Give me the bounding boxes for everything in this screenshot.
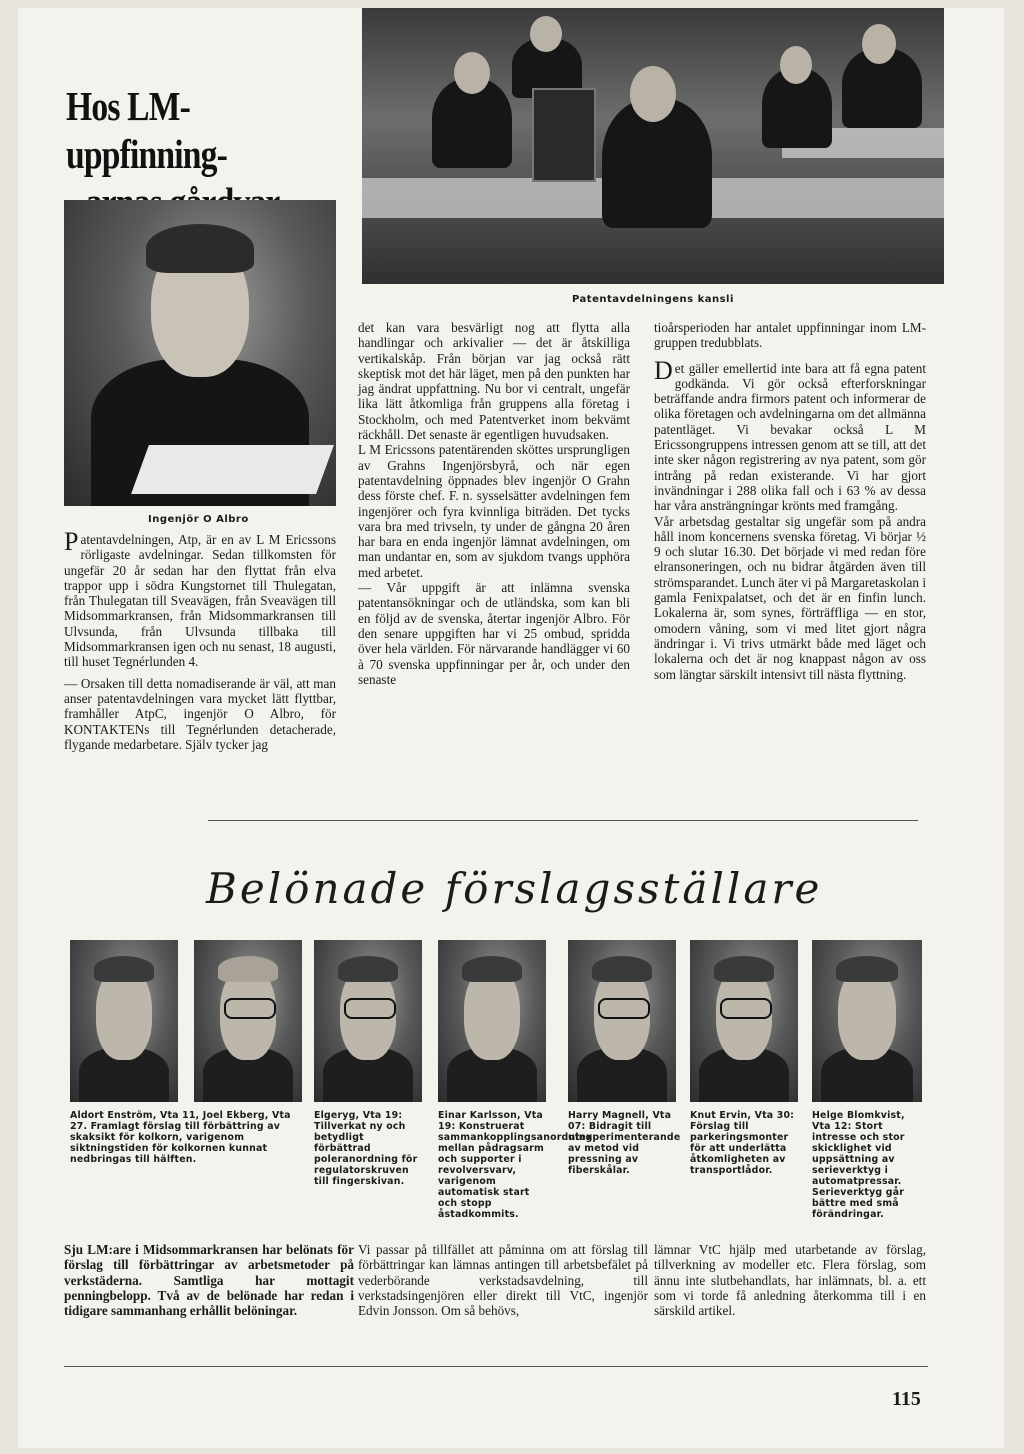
article-paragraph: det kan vara besvärligt nog att flytta alla handlingar och arkivalier — det är åtskilliga vertikalskåp. Från början var jag också rätt skeptisk mot det här läget, men på den punkten har jag ändrat uppfattning. Nu bor vi centralt, ungefär lika lätt åtkomliga från gruppens alla företag i Stockholm, och med Patentverket inom bekvämt räckhåll. Det senaste är egentligen huvudsaken. — [358, 320, 630, 443]
article-paragraph: — Orsaken till detta nomadiserande är väl, att man anser patentavdelningen vara mycket lätt flyttbar, framhåller AtpC, ingenjör O Albro, för KONTAKTENs till Tegnérlunden detacherade, flygande medarbetare. Själv tycker jag — [64, 675, 336, 752]
section-divider — [208, 820, 918, 821]
awardee-caption: Einar Karlsson, Vta 19: Konstruerat sammankopplingsanordning mellan pådragsarm och supporter i revolversvarv, varigenom automatisk start och stopp åstadkommits. — [438, 1110, 593, 1220]
awardee-photo — [438, 940, 546, 1102]
awardee-caption: Harry Magnell, Vta 07: Bidragit till utexperimenterande av metod vid pressning av fiberskålar. — [568, 1110, 681, 1176]
article-paragraph: — Vår uppgift är att inlämna svenska patentansökningar och de utländska, som kan bli en följd av de svenska, återtar ingenjör Albro. För den senare uppgiften har vi 25 ombud, spridda över hela världen. För närvarande handlägger vi 60 à 70 svenska uppfinningar per år, och under den senaste — [358, 580, 630, 687]
awards-column-3: lämnar VtC hjälp med utarbetande av förslag, tillverkning av modeller etc. Flera förslag, som ännu inte slutbehandlats, har inlämnats, bl. a. ett som vi torde få anledning återkomma till i en särskild artikel. — [654, 1242, 926, 1319]
article-column-1 — [64, 527, 336, 752]
portrait-caption: Ingenjör O Albro — [148, 514, 249, 525]
footer-divider — [64, 1366, 928, 1367]
magazine-page — [18, 8, 1004, 1448]
awardee-photo — [314, 940, 422, 1102]
article-paragraph: Vår arbetsdag gestaltar sig ungefär som på andra håll inom koncernens svenska företag. Vi börjar ½ 9 och slutar 16.30. Det började vi med redan före elransoneringen, och nu bidrar åtgärden även till strömsparandet. Lunch äter vi på Margaretaskolan i gamla Fenixpalatset, och det är en finfin lunch. Lokalerna är, som synes, förträffliga — en stor, omodern våning, som vi med litet gjort några ändringar i. Vi trivs utmärkt både med läget och lokalerna och det är nog knappast någon av oss som längtar särskilt intensivt till nästa flyttning. — [654, 513, 926, 682]
office-photo-caption: Patentavdelningens kansli — [572, 294, 734, 305]
awardee-photo — [194, 940, 302, 1102]
office-photo — [362, 8, 944, 284]
awardee-caption: Aldort Enström, Vta 11, Joel Ekberg, Vta 27. Framlagt förslag till förbättring av skaksikt för kolkorn, varigenom siktningstiden för kolkornen kunnat nedbringas till hälften. — [70, 1110, 291, 1165]
portrait-photo — [64, 200, 336, 506]
article-column-3 — [654, 320, 926, 682]
article-paragraph: Patentavdelningen, Atp, är en av L M Ericssons rörligaste avdelningar. Sedan tillkomsten för ungefär 20 år sedan har den flyttat från elva trappor upp i södra Kungstornet till Thulegatan, från Thulegatan till Sveavägen, från Sveavägen till Midsommarkransen, från Midsommarkransen till Ulvsunda, från Ulvsunda tillbaka till Midsommarkransen igen och nu senast, 18 augusti, till huset Tegnérlunden 4. — [64, 527, 336, 670]
article-column-2 — [358, 320, 630, 687]
awardee-photo — [812, 940, 922, 1102]
title-line-1: Hos LM-uppfinning- — [66, 83, 228, 177]
dropcap: D — [654, 355, 673, 385]
awardee-caption: Helge Blomkvist, Vta 12: Stort intresse och stor skicklighet vid uppsättning av serieverktyg i automatpressar. Serieverktyg går bättre med små förändringar. — [812, 1110, 905, 1220]
article-paragraph: L M Ericssons patentärenden sköttes ursprungligen av Grahns Ingenjörsbyrå, och när egen patentavdelning öppnades blev ingenjör O Grahn dess förste chef. F. n. sysselsätter avdelningen fem ingenjörer och fyra kvinnliga biträden. Det tycks vara bra med trivseln, ty under de gångna 20 åren har bara en enda ingenjör lämnat avdelningen, om man undantar en, som av sjukdom tvangs upphöra med arbetet. — [358, 442, 630, 580]
awardee-photo — [568, 940, 676, 1102]
article-paragraph: Det gäller emellertid inte bara att få egna patent godkända. Vi gör också efterforskningar beträffande andra firmors patent och informerar de olika företagen och avdelningarna om det allmänna patentläget. Vi bevakar också L M Ericssongruppens intressen genom att se till, att det inte sker någon registrering av nya patent, som gör intrång på redan existerande. Vi har gjort invändningar i 288 olika fall och i 63 % av dessa har våra ansträngningar krönts med framgång. — [654, 355, 926, 514]
dropcap: P — [64, 527, 79, 556]
awards-title: Belönade förslagsställare — [206, 864, 823, 913]
article-paragraph: tioårsperioden har antalet uppfinningar inom LM-gruppen tredubblats. — [654, 320, 926, 351]
awards-column-2: Vi passar på tillfället att påminna om att förslag till förbättringar kan lämnas antingen till arbetsbefälet på vederbörande verkstadsavdelning, till verkstadsingenjören eller direkt till VtC, ingenjör Edvin Jonsson. Om så behövs, — [358, 1242, 648, 1319]
awards-column-1: Sju LM:are i Midsommarkransen har belönats för förslag till förbättringar av arbetsmetoder på verkstäderna. Samtliga har mottagit penningbelopp. Två av de belönade har redan i tidigare sammanhang erhållit belöningar. — [64, 1242, 354, 1319]
awardee-caption: Knut Ervin, Vta 30: Förslag till parkeringsmonter för att underlätta åtkomligheten av transportlådor. — [690, 1110, 795, 1176]
page-number: 115 — [892, 1388, 921, 1410]
awardee-photo — [690, 940, 798, 1102]
awardee-photo — [70, 940, 178, 1102]
awardee-caption: Elgeryg, Vta 19: Tillverkat ny och betydligt förbättrad poleranordning för regulatorskruven till fingerskivan. — [314, 1110, 418, 1187]
